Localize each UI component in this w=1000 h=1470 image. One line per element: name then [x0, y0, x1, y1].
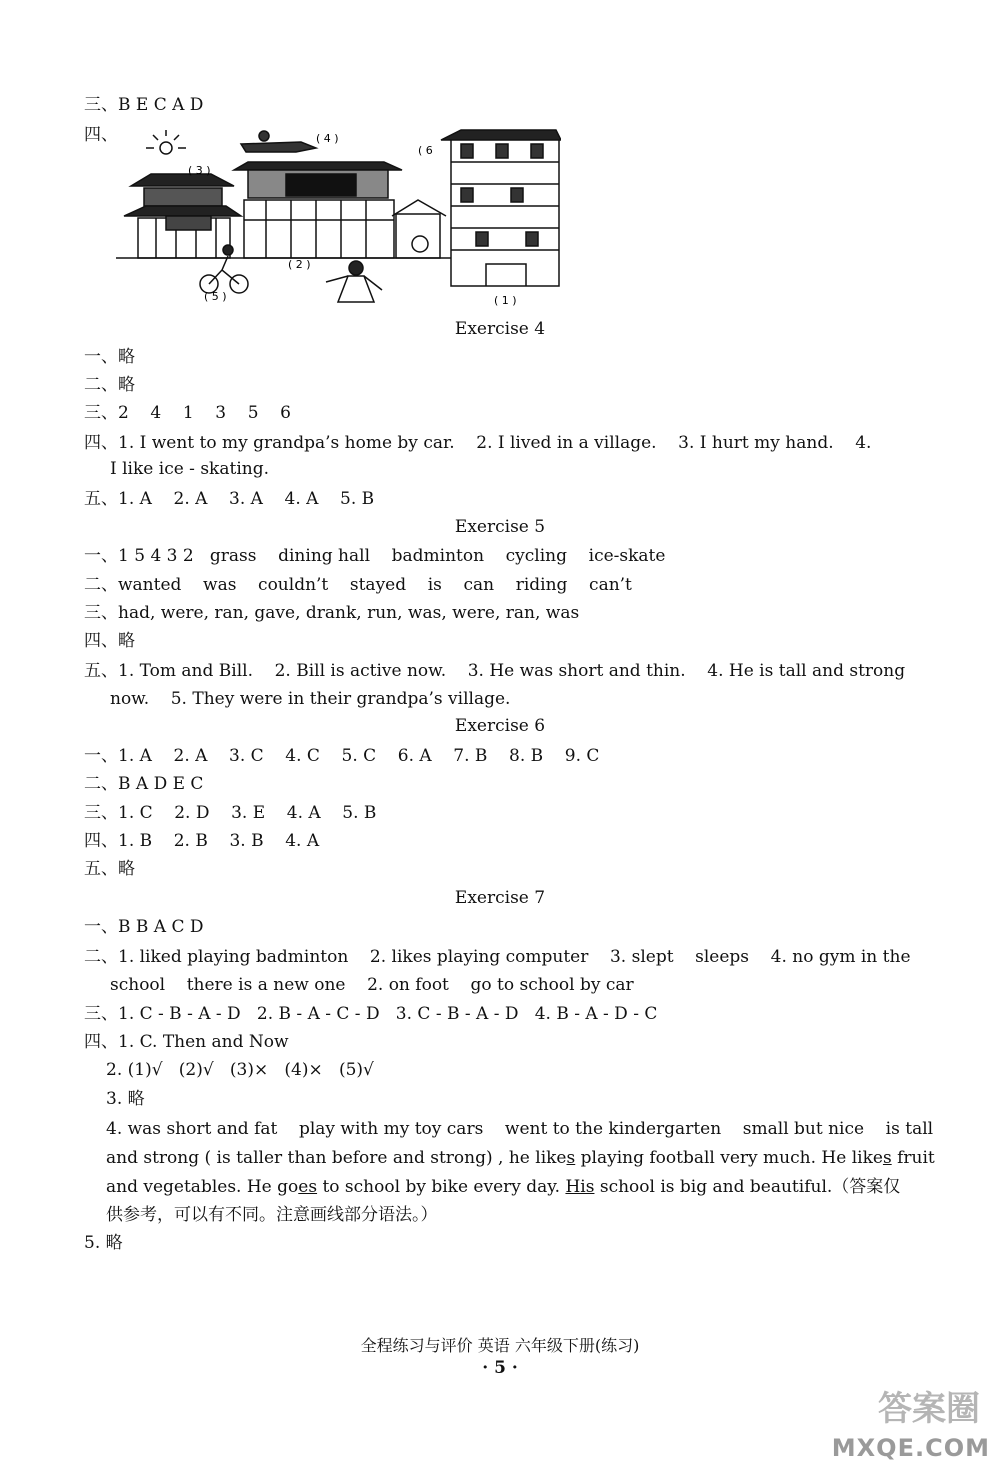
text-run: playing football very much. He like — [575, 1148, 883, 1168]
answer-line: 一、1 5 4 3 2 grass dining hall badminton cycling ice-skate — [84, 546, 666, 566]
street-scene-illustration — [116, 124, 561, 308]
sun-icon — [160, 142, 172, 154]
underlined-grammar: s — [566, 1148, 576, 1168]
picture-label: ( 5 ) — [204, 290, 227, 303]
text-run: and vegetables. He go — [106, 1177, 299, 1197]
page-number: · 5 · — [482, 1358, 518, 1378]
answer-line: 3. 略 — [106, 1089, 145, 1109]
text-run: and strong ( is taller than before and strong) , he like — [106, 1148, 567, 1168]
exercise-heading: Exercise 6 — [454, 716, 546, 736]
answer-line: 三、B E C A D — [84, 95, 204, 115]
answer-line: 三、2 4 1 3 5 6 — [84, 403, 291, 423]
answer-line: 三、1. C - B - A - D 2. B - A - C - D 3. C - B - A - D 4. B - A - D - C — [84, 1004, 658, 1024]
answer-line: now. 5. They were in their grandpa’s village. — [110, 689, 511, 709]
text-run: school is big and beautiful.（答案仅 — [594, 1177, 901, 1197]
airplane-icon — [241, 142, 316, 152]
underlined-grammar: s — [882, 1148, 892, 1168]
text-run: fruit — [891, 1148, 935, 1168]
picture-label: ( 3 ) — [188, 164, 211, 177]
answer-line: 一、略 — [84, 347, 135, 367]
answer-line: 三、1. C 2. D 3. E 4. A 5. B — [84, 803, 377, 823]
watermark-text: MXQE.COM — [831, 1434, 990, 1462]
answer-line: 一、1. A 2. A 3. C 4. C 5. C 6. A 7. B 8. B 9. C — [84, 746, 600, 766]
answer-line — [106, 1176, 900, 1198]
answer-line: 二、1. liked playing badminton 2. likes playing computer 3. slept sleeps 4. no gym in the — [84, 947, 911, 967]
underlined-grammar: His — [565, 1177, 595, 1197]
answer-line: 四、1. I went to my grandpa’s home by car. 2. I lived in a village. 3. I hurt my hand. 4. — [84, 433, 872, 453]
answer-line: 一、B B A C D — [84, 917, 204, 937]
answer-line: 三、had, were, ran, gave, drank, run, was, were, ran, was — [84, 603, 580, 623]
picture-label: ( 2 ) — [288, 258, 311, 271]
text-run: to school by bike every day. — [317, 1177, 566, 1197]
answer-line: school there is a new one 2. on foot go to school by car — [110, 975, 634, 995]
answer-line: 四、略 — [84, 631, 135, 651]
picture-label: ( 1 ) — [494, 294, 517, 307]
answer-line: I like ice - skating. — [110, 459, 269, 479]
picture-label: ( 6 — [418, 144, 433, 157]
answer-line: 五、1. A 2. A 3. A 4. A 5. B — [84, 489, 375, 509]
exercise-heading: Exercise 5 — [454, 517, 546, 537]
answer-line: 二、wanted was couldn’t stayed is can riding can’t — [84, 575, 632, 595]
answer-line: 二、B A D E C — [84, 774, 204, 794]
answer-line: 四、1. B 2. B 3. B 4. A — [84, 831, 320, 851]
answer-line: 2. (1)√ (2)√ (3)× (4)× (5)√ — [106, 1060, 374, 1080]
underlined-grammar: es — [298, 1177, 318, 1197]
answer-line: 5. 略 — [84, 1233, 123, 1253]
footer-book-title: 全程练习与评价 英语 六年级下册(练习) — [360, 1336, 640, 1355]
exercise-heading: Exercise 4 — [454, 319, 546, 339]
answer-line: 四、1. C. Then and Now — [84, 1032, 289, 1052]
answer-line: 五、1. Tom and Bill. 2. Bill is active now. 3. He was short and thin. 4. He is tall and strong — [84, 661, 906, 681]
answer-line: 五、略 — [84, 859, 135, 879]
picture-label: ( 4 ) — [316, 132, 339, 145]
watermark-logo: 答案圈 — [878, 1389, 980, 1429]
answer-line: 供参考，可以有不同。注意画线部分语法。） — [106, 1205, 438, 1225]
answer-line: 二、略 — [84, 375, 135, 395]
answer-line — [106, 1147, 935, 1169]
answer-line: 4. was short and fat play with my toy cars went to the kindergarten small but nice is tall — [106, 1119, 934, 1139]
exercise-heading: Exercise 7 — [454, 888, 546, 908]
answer-line: 四、 — [84, 125, 118, 145]
